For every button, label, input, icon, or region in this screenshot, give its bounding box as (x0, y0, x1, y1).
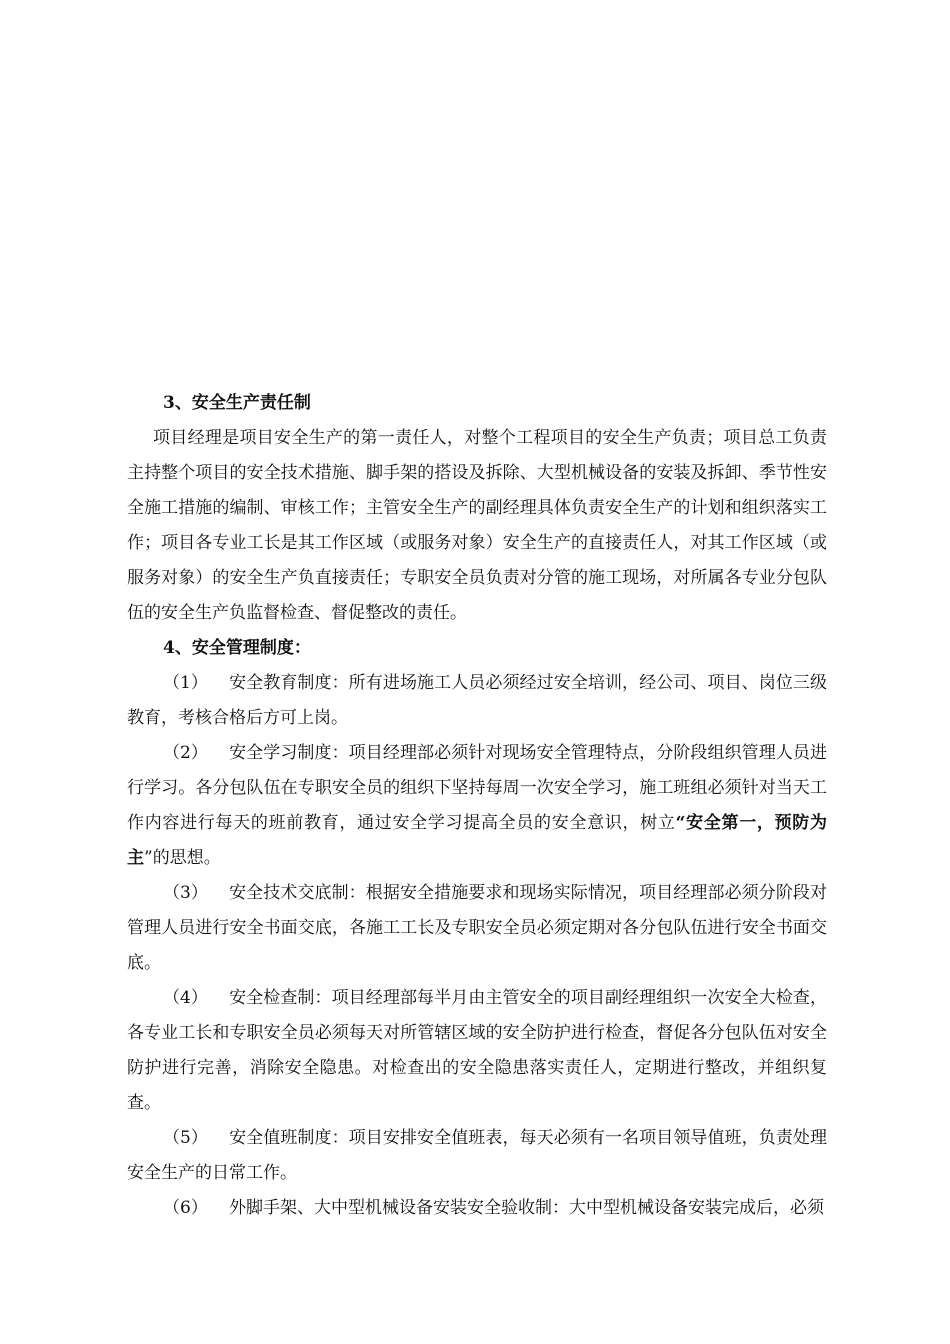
item-number: （4） (163, 988, 208, 1008)
item-number: （5） (163, 1128, 208, 1148)
list-item-2 (127, 736, 827, 876)
list-item-3 (127, 876, 827, 981)
section-4-heading: 4、安全管理制度： (163, 638, 311, 658)
list-item-6 (127, 1191, 827, 1226)
item-emphasis: “安全第一，预防为主 (127, 813, 828, 868)
item-text: 安全技术交底制：根据安全措施要求和现场实际情况，项目经理部必须分阶段对管理人员进行安全书面交底，各施工工长及专职安全员必须定期对各分包队伍进行安全书面交底。 (127, 883, 827, 973)
item-text: 安全教育制度：所有进场施工人员必须经过安全培训，经公司、项目、岗位三级教育，考核合格后方可上岗。 (127, 673, 827, 728)
item-text: 安全检查制：项目经理部每半月由主管安全的项目副经理组织一次安全大检查，各专业工长和专职安全员必须每天对所管辖区域的安全防护进行检查，督促各分包队伍对安全防护进行完善，消除安全隐患。对检查出的安全隐患落实责任人，定期进行整改，并组织复查。 (127, 988, 827, 1113)
list-item-4 (127, 981, 827, 1121)
item-text: 外脚手架、大中型机械设备安装安全验收制：大中型机械设备安装完成后，必须 (229, 1198, 824, 1218)
section-3-paragraph: 项目经理是项目安全生产的第一责任人，对整个工程项目的安全生产负责；项目总工负责主持整个项目的安全技术措施、脚手架的搭设及拆除、大型机械设备的安装及拆卸、季节性安全施工措施的编制、审核工作；主管安全生产的副经理具体负责安全生产的计划和组织落实工作；项目各专业工长是其工作区域（或服务对象）安全生产的直接责任人，对其工作区域（或服务对象）的安全生产负直接责任；专职安全员负责对分管的施工现场，对所属各专业分包队伍的安全生产负监督检查、督促整改的责任。 (127, 428, 827, 623)
list-item-1 (127, 666, 827, 736)
item-text-tail: ”的思想。 (144, 848, 221, 868)
item-text: 安全学习制度：项目经理部必须针对现场安全管理特点，分阶段组织管理人员进行学习。各分包队伍在专职安全员的组织下坚持每周一次安全学习，施工班组必须针对当天工作内容进行每天的班前教育，通过安全学习提高全员的安全意识，树立 (127, 743, 827, 833)
section-3-heading: 3、安全生产责任制 (163, 393, 311, 413)
item-number: （3） (163, 883, 208, 903)
item-number: （2） (163, 743, 208, 763)
item-number: （6） (163, 1198, 208, 1218)
item-number: （1） (163, 673, 208, 693)
list-item-5 (127, 1121, 827, 1191)
document-body (127, 386, 827, 1226)
item-text: 安全值班制度：项目安排安全值班表，每天必须有一名项目领导值班，负责处理安全生产的日常工作。 (127, 1128, 827, 1183)
